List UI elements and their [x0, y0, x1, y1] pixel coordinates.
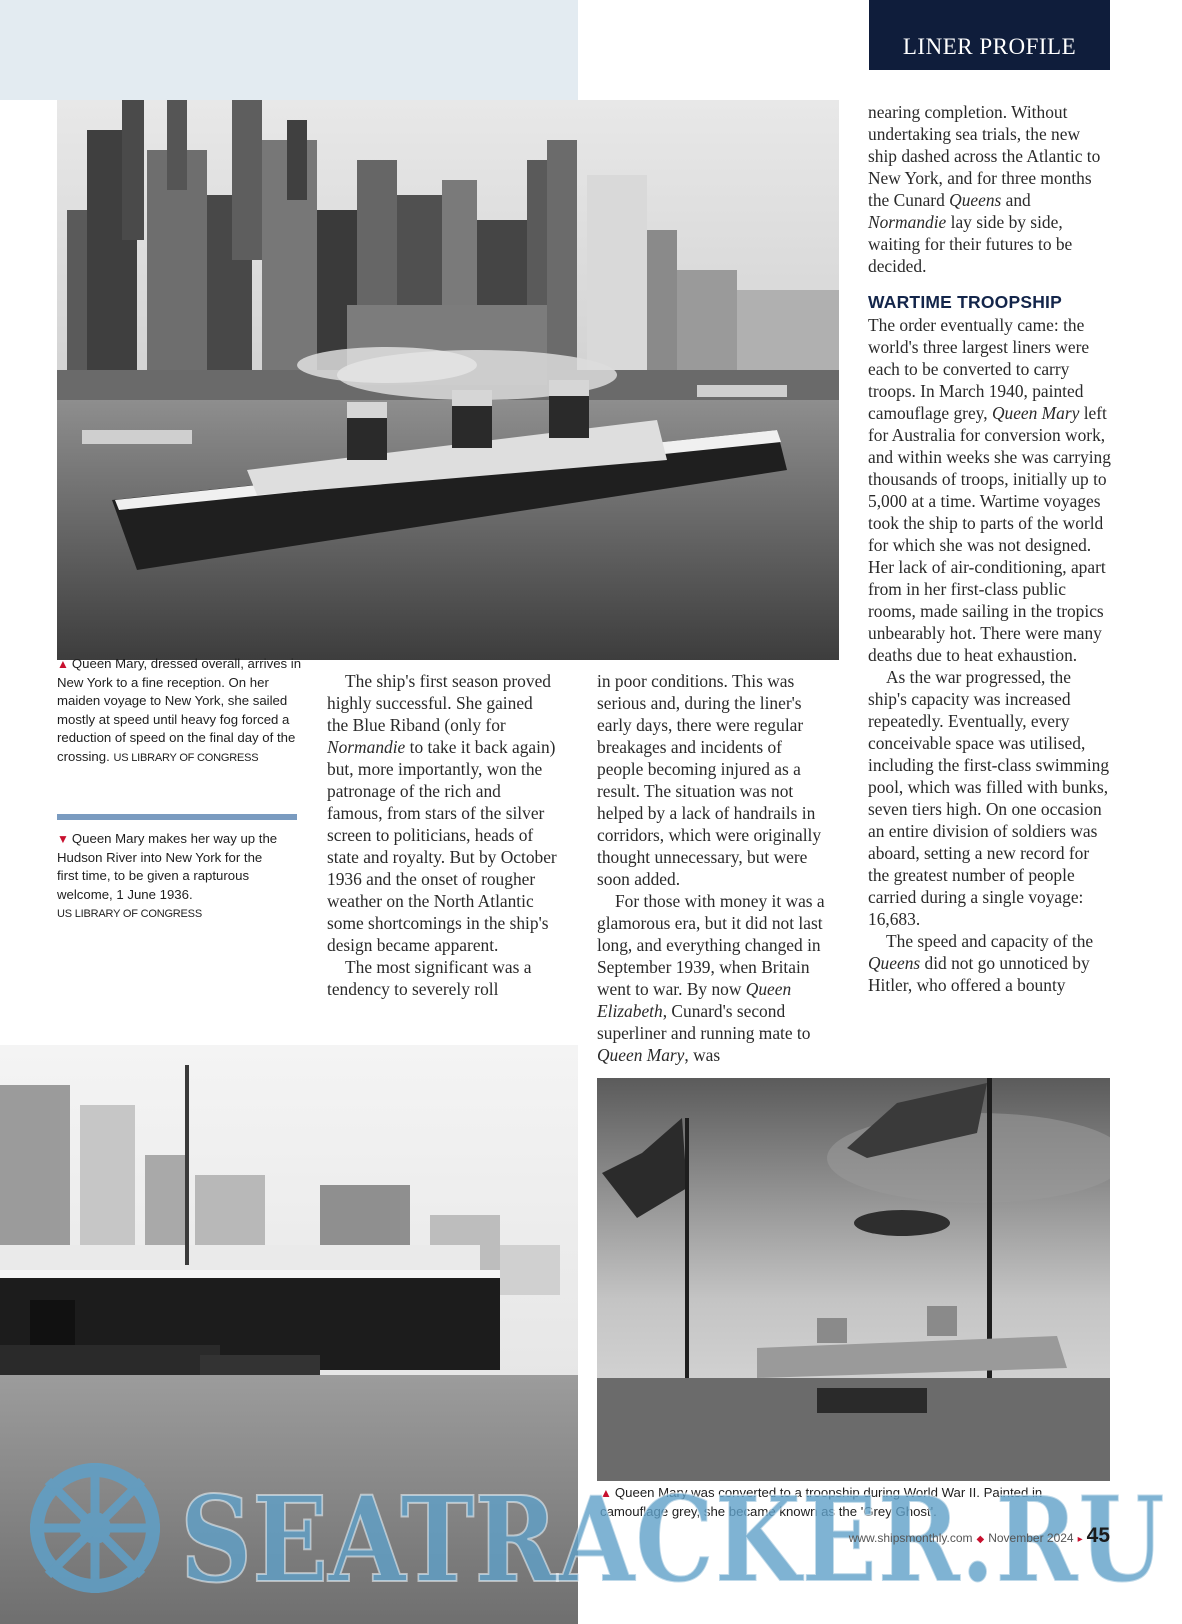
paragraph: As the war progressed, the ship's capacity was increased repeatedly. Eventually, every conceivable space was utilised, including the first-class swimming pool, which was filled with bunks, seven tiers high. On one occasion an entire division of soldiers was aboard, setting a new record for the greatest number of people carried during a single voyage: 16,683.: [868, 667, 1110, 929]
body-column-3: [868, 101, 1113, 996]
paragraph: The most significant was a tendency to severely roll: [327, 957, 532, 999]
queen-mary-new-york-image: [57, 100, 839, 660]
footer-url[interactable]: www.shipsmonthly.com: [848, 1531, 973, 1545]
page-number: 45: [1086, 1524, 1110, 1547]
section-label: LINER PROFILE: [869, 0, 1110, 70]
body-column-2: [597, 670, 827, 1066]
caption-divider: [57, 814, 297, 820]
bottom-right-photo: [597, 1078, 1110, 1481]
watermark-text: SEATRACKER.RU: [180, 1470, 1165, 1609]
paragraph: in poor conditions. This was serious and, during the liner's early days, there were regular breakages and incidents of people becoming injured as a result. The situation was not helped by a lack of handrails in corridors, which were originally thought unnecessary, but were soon added.: [597, 671, 822, 889]
caption-bottom-left: ▼ Queen Mary makes her way up the Hudson River into New York for the first time, to be given a rapturous welcome, 1 June 1936. US LIBRARY OF CONGRESS: [57, 831, 278, 921]
paragraph: The ship's first season proved highly successful. She gained the Blue Riband (only for Normandie to take it back again) but, more importantly, won the patronage of the rich and famous, from stars of the silver screen to politicians, heads of state and royalty. But by October 1936 and the onset of rougher weather on the North Atlantic some shortcomings in the ship's design became apparent.: [327, 671, 557, 955]
bottom-left-photo: [0, 1045, 578, 1624]
top-color-band: [0, 0, 578, 100]
footer: [815, 1524, 1110, 1548]
body-column-1: [327, 670, 557, 1000]
paragraph: The speed and capacity of the Queens did not go unnoticed by Hitler, who offered a bounty: [868, 931, 1094, 995]
paragraph: The order eventually came: the world's three largest liners were each to be converted to carry troops. In March 1940, painted camouflage grey, Queen Mary left for Australia for conversion work, and within weeks she was carrying thousands of troops, initially up to 5,000 at a time. Wartime voyages took the ship to parts of the world for which she was not designed. Her lack of air-conditioning, apart from in her first-class public rooms, made sailing in the tropics unbearably hot. There were many deaths due to heat exhaustion.: [868, 315, 1111, 665]
caption-top: ▲ Queen Mary, dressed overall, arrives in New York to a fine reception. On her maiden voyage to New York, she sailed mostly at speed until heavy fog forced a reduction of speed on the final day of the crossing. US LIBRARY OF CONGRESS: [57, 656, 302, 764]
top-photo: [57, 100, 839, 660]
paragraph: nearing completion. Without undertaking sea trials, the new ship dashed across the Atlantic to New York, and for three months the Cunard Queens and Normandie lay side by side, waiting for their futures to be decided.: [868, 102, 1101, 276]
troopship-grey-ghost-image: [597, 1078, 1110, 1481]
triangle-right-icon: ▸: [1077, 1534, 1083, 1545]
triangle-up-icon: ▲: [57, 657, 69, 671]
caption-credit: US LIBRARY OF CONGRESS: [113, 751, 259, 764]
hudson-river-arrival-image: [0, 1045, 578, 1624]
subheading: WARTIME TROOPSHIP: [868, 292, 1062, 312]
caption-credit: US LIBRARY OF CONGRESS: [57, 908, 202, 921]
triangle-up-icon: ▲: [600, 1486, 612, 1500]
paragraph: For those with money it was a glamorous era, but it did not last long, and everything changed in September 1939, when Britain went to war. By now Queen Elizabeth, Cunard's second superliner and running mate to Queen Mary, was: [597, 891, 825, 1065]
caption-bottom-right: ▲ Queen Mary was converted to a troopship during World War II. Painted in camouflage grey, she became known as the 'Grey Ghost'.: [600, 1485, 1043, 1519]
footer-date: November 2024: [988, 1531, 1074, 1545]
diamond-icon: ◆: [976, 1534, 985, 1545]
triangle-down-icon: ▼: [57, 832, 69, 846]
